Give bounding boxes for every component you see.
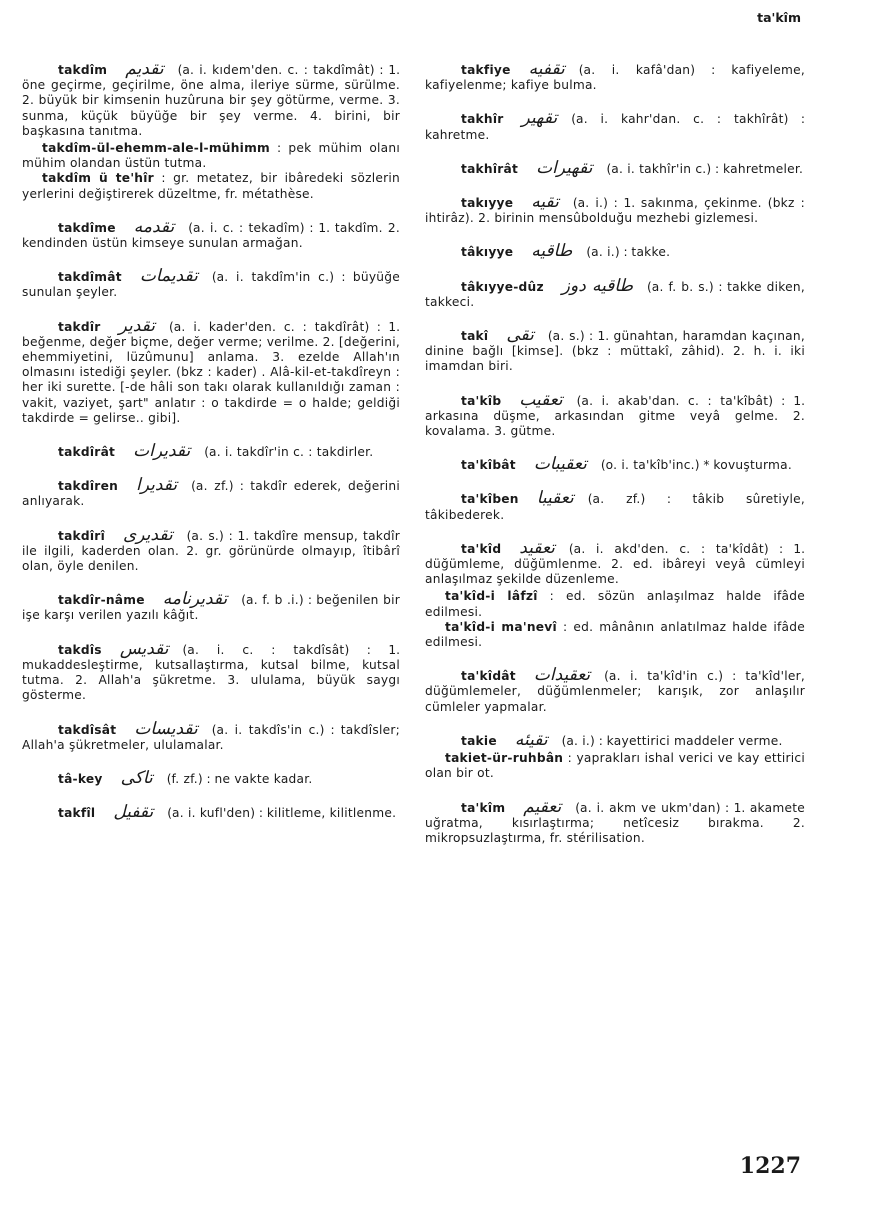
entry-definition: (a. zf.) : tâkib sûretiyle, tâkibederek. (425, 492, 805, 522)
entry (425, 537, 805, 588)
entry-definition: : pek mühim olanı mühim olandan üstün tutma. (22, 141, 400, 171)
entry-definition: (a. i. takdîr'in c. : takdirler. (204, 445, 374, 460)
entry-headword: tâ-key (58, 771, 103, 786)
entry-arabic: تقفيل (113, 802, 154, 823)
left-column (22, 59, 401, 823)
entry (22, 141, 400, 171)
entry-arabic: تعقيد (519, 537, 555, 558)
entry-headword: tâkıyye-dûz (461, 279, 544, 294)
entry-definition: (a. i. kufl'den) : kilitleme, kilitlenme. (167, 806, 397, 821)
entry-arabic: تقى (506, 325, 534, 346)
entry-definition: (a. i.) : kayettirici maddeler verme. (561, 733, 783, 748)
entry-definition: (f. zf.) : ne vakte kadar. (166, 771, 313, 786)
entry (425, 108, 805, 142)
entry-definition: (a. i.) : 1. sakınma, çekinme. (bkz : ihtirâz). 2. birinin mensûbolduğu mezhebi gizlemesi. (425, 196, 805, 226)
entry-arabic: تعقيدات (533, 665, 591, 686)
entry-definition: (a. i. akd'den. c. : ta'kîdât) : 1. düğümleme, düğümlenme. 2. ed. ibâreyi veyâ cümleyi anlaşılmaz şekilde düzenleme. (425, 541, 805, 587)
entry-headword: takfiye (461, 63, 511, 77)
entry (22, 638, 400, 704)
entry-arabic: تقهيرات (536, 157, 593, 178)
entry (425, 488, 805, 522)
entry (425, 389, 805, 440)
entry-headword: ta'kîben (461, 492, 519, 507)
entry (22, 589, 400, 623)
entry-definition: (a. i. c. : tekadîm) : 1. takdîm. 2. kendinden üstün kimseye sunulan armağan. (22, 220, 400, 251)
entry-headword: takdîren (58, 479, 119, 494)
entry-headword: takhîrât (461, 161, 519, 176)
entry-arabic: تقديمات (139, 266, 198, 287)
entry-arabic: تقدير (118, 315, 155, 336)
entry-arabic: تقديرى (123, 524, 173, 545)
entry-definition: (a. f. b. s.) : takke diken, takkeci. (425, 279, 805, 309)
entry-headword: takdîr (58, 319, 101, 334)
entry-arabic: طاقيه (531, 241, 573, 262)
entry-definition: (a. i. kıdem'den. c. : takdîmât) : 1. öne geçirme, geçirilme, öne alma, ileriye sürme, sürülme. 2. büyük bir kimsenin huzûruna bir şey götürme, verme. 3. sunma, küçük büyüğe bir şey verme. 4. birini, bir başkasına tanıtma. (22, 63, 400, 138)
entry-headword: ta'kîd-i lâfzî (445, 589, 538, 604)
page-number: 1227 (739, 1153, 801, 1179)
entry (425, 796, 805, 847)
entry (22, 171, 400, 201)
entry-arabic: تعقيبا (536, 488, 574, 509)
entry-headword: takdîsât (58, 722, 117, 737)
entry (425, 454, 805, 475)
entry (425, 157, 805, 178)
entry-arabic: تعقيم (523, 796, 562, 817)
entry-headword: takdîm ü te'hîr (42, 171, 154, 186)
entry (425, 665, 805, 715)
entry (22, 315, 400, 426)
entry-definition: (a. i. takdîm'in c.) : büyüğe sunulan şeyler. (22, 270, 400, 300)
entry-definition: : yaprakları ishal verici ve kay ettirici olan bir ot. (425, 751, 805, 781)
entry-definition: (a. i. takhîr'in c.) : kahretmeler. (606, 161, 804, 176)
entry-definition: (a. i. akm ve ukm'dan) : 1. akamete uğratma, kısırlaştırma; netîcesiz bırakma. 2. mikropsuzlaştırma, fr. stérilisation. (425, 800, 805, 845)
running-head: ta'kîm (757, 10, 801, 25)
entry-arabic: تقديرنامه (162, 589, 228, 610)
entry (425, 275, 805, 310)
entry (425, 751, 805, 781)
entry-definition: (a. i. akab'dan. c. : ta'kîbât) : 1. arkasına düşme, arkasından gitme veyâ gelme. 2. kovalama. 3. gütme. (425, 393, 805, 439)
entry-arabic: تقديس (119, 638, 169, 659)
entry (22, 718, 400, 753)
entry-arabic: تقدمه (133, 216, 175, 237)
entry-headword: takdîrî (58, 528, 105, 543)
right-column (425, 59, 805, 846)
entry-arabic: تقديسات (134, 718, 198, 739)
entry-definition: (o. i. ta'kîb'inc.) * kovuşturma. (600, 458, 792, 473)
entry-arabic: تقيه (531, 192, 559, 213)
entry-arabic: تقديرا (136, 475, 178, 496)
entry-headword: takdîs (58, 642, 102, 657)
entry (425, 241, 805, 262)
entry-headword: takdîm-ül-ehemm-ale-l-mühimm (42, 141, 270, 156)
entry-headword: ta'kîdât (461, 669, 516, 684)
entry-arabic: تقديرات (133, 441, 191, 462)
entry-headword: takdîme (58, 220, 116, 235)
entry-arabic: تعقيبات (533, 454, 587, 475)
entry-arabic: تاكى (120, 767, 153, 788)
entry-definition: (a. i. kafâ'dan) : kafiyeleme, kafiyelenme; kafiye bulma. (425, 63, 805, 93)
entry-definition: (a. i. c. : takdîsât) : 1. mukaddesleştirme, kutsallaştırma, kutsal bilme, kutsal tutma. 2. Allah'a şükretme. 3. ululama, büyük saygı gösterme. (22, 642, 400, 703)
entry-arabic: تقديم (125, 59, 164, 79)
entry (425, 729, 805, 750)
entry (425, 589, 805, 619)
entry-definition: : ed. mânânın anlatılmaz halde ifâde edilmesi. (425, 619, 805, 650)
entry-definition: (a. f. b .i.) : beğenilen bir işe karşı verilen yazılı kâğıt. (22, 593, 400, 623)
entry (22, 441, 400, 462)
entry-headword: ta'kîd (461, 541, 502, 556)
entry-definition: (a. i.) : takke. (586, 245, 671, 260)
entry (425, 192, 805, 226)
entry-headword: takdîm (58, 63, 108, 77)
entry-definition: : gr. metatez, bir ibâredeki sözlerin yerlerini değiştirerek düzeltme, fr. métathèse. (22, 171, 401, 201)
entry-headword: takıyye (461, 196, 514, 211)
entry-arabic: طاقيه دوز (561, 275, 634, 296)
entry-headword: takhîr (461, 112, 504, 127)
entry-headword: takdîrât (58, 445, 116, 460)
entry-definition: : ed. sözün anlaşılmaz halde ifâde edilmesi. (425, 589, 805, 619)
entry-headword: takfîl (58, 806, 96, 821)
entry-definition: (a. i. kahr'dan. c. : takhîrât) : kahretme. (425, 112, 805, 142)
entry (22, 767, 400, 788)
entry-arabic: تقفيه (528, 59, 565, 79)
entry-definition: (a. i. takdîs'in c.) : takdîsler; Allah'a şükretmeler, ululamalar. (22, 722, 400, 752)
entry-headword: takî (461, 329, 489, 344)
entry (22, 524, 400, 575)
entry-headword: ta'kîb (461, 393, 502, 408)
entry (22, 266, 400, 300)
entry-arabic: تقهير (521, 108, 558, 129)
entry-headword: takdîr-nâme (58, 593, 145, 608)
entry-definition: (a. s.) : 1. takdîre mensup, takdîr ile ilgili, kaderden olan. 2. gr. görünürde olmayıp, îtibârî olan, öyle denilen. (22, 528, 400, 574)
entry-definition: (a. s.) : 1. günahtan, haramdan kaçınan, dinine bağlı [kimse]. (bkz : müttakî, zâhid). 2. h. i. iki imamdan biri. (425, 329, 805, 374)
entry (22, 475, 400, 509)
entry (22, 802, 400, 823)
entry-arabic: تعقيب (519, 389, 563, 410)
entry (425, 59, 805, 93)
entry-definition: (a. i. kader'den. c. : takdîrât) : 1. beğenme, değer biçme, değer verme; verilme. 2. [değerini, ehemmiyetini, lüzûmunu] anlama. 3. ezelde Allah'ın olmasını istediği şeyler. (bkz : kader) . Alâ-kil-et-takdîreyn : her iki surette. [-de hâli son takı olarak kullanıldığı zaman : vakit, vaziyet, şart" anlatır : o takdirde = o halde; geldiği takdirde = gelirse.. gibi]. (22, 319, 400, 425)
entry-headword: takiet-ür-ruhbân (445, 751, 564, 766)
entry-definition: (a. zf.) : takdîr ederek, değerini anlıyarak. (22, 479, 400, 509)
entry-headword: ta'kîd-i ma'nevî (445, 619, 557, 634)
entry-headword: tâkıyye (461, 245, 514, 260)
entry-arabic: تقيئه (514, 729, 548, 750)
entry-definition: (a. i. ta'kîd'in c.) : ta'kîd'ler, düğümlemeler, düğümlenmeler; karışık, zor anlaşılır cümleler yapmalar. (425, 669, 805, 714)
entry-headword: ta'kîm (461, 800, 506, 815)
entry (425, 620, 805, 650)
entry-headword: ta'kîbât (461, 458, 516, 473)
entry (425, 325, 805, 375)
entry (22, 59, 400, 139)
entry-headword: takdîmât (58, 270, 122, 285)
entry-headword: takie (461, 733, 497, 748)
entry (22, 216, 400, 251)
